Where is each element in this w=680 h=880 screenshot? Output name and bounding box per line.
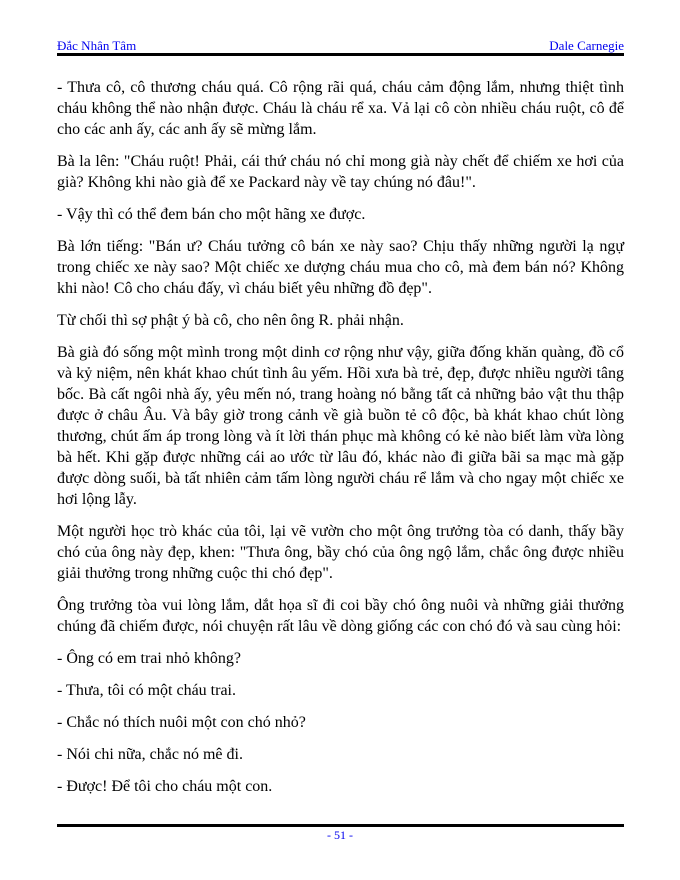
header-rule (57, 53, 624, 56)
paragraph-9: - Ông có em trai nhỏ không? (57, 650, 241, 667)
paragraph-2: Bà la lên: "Cháu ruột! Phải, cái thứ cháu nó chỉ mong già này chết để chiếm xe hơi của già? Không khi nào già để xe Packard này về tay chúng nó đâu!". (57, 153, 624, 191)
paragraph-10: - Thưa, tôi có một cháu trai. (57, 682, 236, 699)
page-header (57, 38, 624, 54)
paragraph-4: Bà lớn tiếng: "Bán ư? Cháu tưởng cô bán xe này sao? Chịu thấy những người lạ ngự trong chiếc xe này sao? Một chiếc xe dượng cháu mua cho cô, mà đem bán nó? Không khi nào! Cô cho cháu đấy, vì cháu biết yêu những đồ đẹp". (57, 238, 624, 297)
footer-rule (57, 824, 624, 827)
header-book-title: Đắc Nhân Tâm (57, 38, 137, 53)
paragraph-12: - Nói chi nữa, chắc nó mê đi. (57, 746, 243, 763)
page-body (57, 77, 624, 808)
paragraph-8: Ông trưởng tòa vui lòng lắm, dắt họa sĩ đi coi bầy chó ông nuôi và những giải thưởng chúng đã chiếm được, nói chuyện rất lâu về dòng giống các con chó đó và sau cùng hỏi: (57, 597, 624, 635)
paragraph-11: - Chắc nó thích nuôi một con chó nhỏ? (57, 714, 306, 731)
paragraph-13: - Được! Để tôi cho cháu một con. (57, 778, 273, 795)
paragraph-6: Bà già đó sống một mình trong một dinh cơ rộng như vậy, giữa đống khăn quàng, đồ cổ và kỷ niệm, nên khát khao chút tình âu yếm. Hồi xưa bà trẻ, đẹp, được nhiều người tâng bốc. Bà cất ngôi nhà ấy, yêu mến nó, trang hoàng nó bằng tất cả những bảo vật thu thập được ở châu Âu. Và bây giờ trong cảnh về già buồn tẻ cô độc, bà khát khao chút lòng thương, chút ấm áp trong lòng và ít lời thán phục mà không có kẻ nào biết làm vừa lòng bà hết. Khi gặp được những cái ao ước từ lâu đó, khác nào đi giữa bãi sa mạc mà gặp được dòng suối, bà tất nhiên cảm tấm lòng người cháu rể lắm và cho ngay một chiếc xe hơi lộng lẫy. (57, 344, 624, 508)
page-number: - 51 - (327, 828, 353, 842)
paragraph-5: Từ chối thì sợ phật ý bà cô, cho nên ông R. phải nhận. (57, 312, 404, 329)
paragraph-3: - Vậy thì có thể đem bán cho một hãng xe được. (57, 206, 366, 223)
header-author: Dale Carnegie (549, 38, 624, 53)
paragraph-7: Một người học trò khác của tôi, lại vẽ vườn cho một ông trưởng tòa có danh, thấy bầy chó của ông này đẹp, khen: "Thưa ông, bầy chó của ông ngộ lắm, chắc ông được nhiều giải thưởng trong những cuộc thi chó đẹp". (57, 523, 624, 582)
paragraph-1: - Thưa cô, cô thương cháu quá. Cô rộng rãi quá, cháu cảm động lắm, nhưng thiệt tình cháu không thể nào nhận được. Cháu là cháu rể xa. Vả lại cô còn nhiều cháu ruột, cô để cho các anh ấy, các anh ấy sẽ mừng lắm. (57, 79, 624, 138)
